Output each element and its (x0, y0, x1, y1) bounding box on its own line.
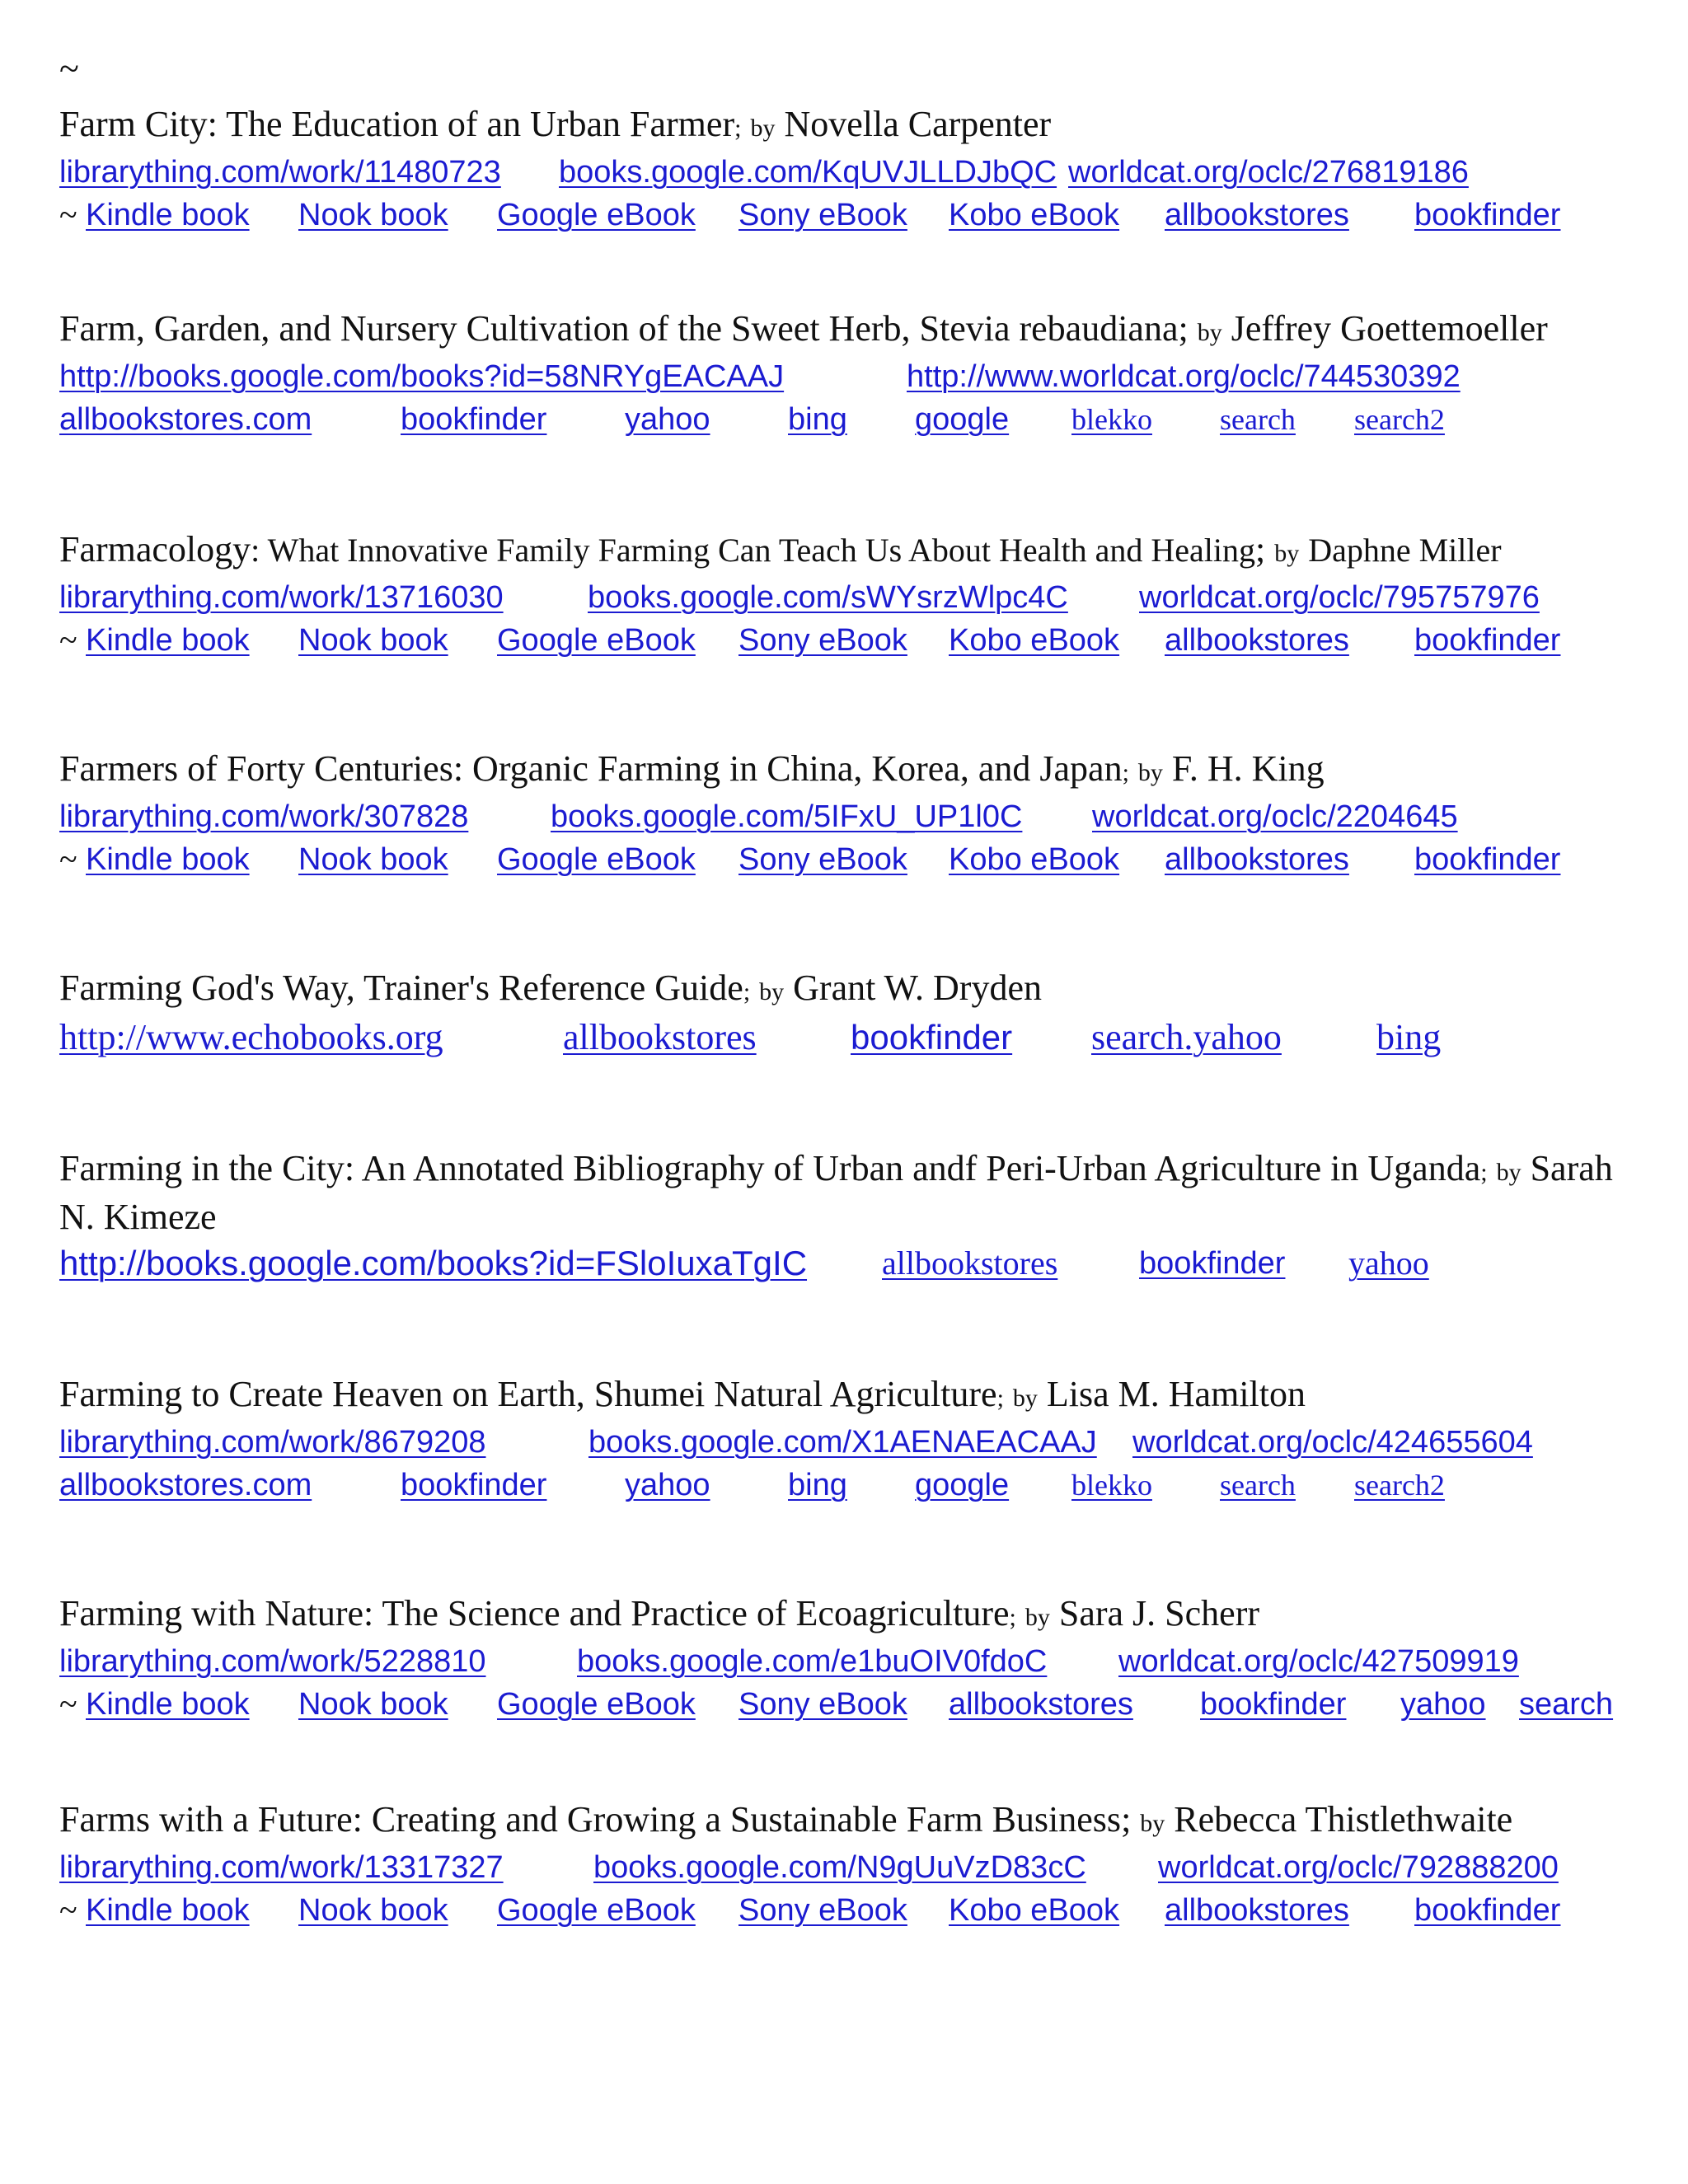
book-title-line (59, 1797, 1642, 1846)
sony-ebook-link[interactable]: Sony eBook (738, 623, 907, 658)
by-label: by (750, 115, 776, 142)
book-entry (59, 1591, 1642, 1726)
sony-ebook-link[interactable]: Sony eBook (738, 1687, 907, 1722)
bookfinder-link[interactable]: bookfinder (1414, 1893, 1561, 1928)
book-title: Farming in the City: An Annotated Bibliography of Urban andf Peri-Urban Agriculture in Uganda (59, 1148, 1481, 1188)
bookfinder-link[interactable]: bookfinder (1200, 1687, 1347, 1722)
bookfinder-link[interactable]: bookfinder (1414, 842, 1561, 877)
kindle-link[interactable]: Kindle book (86, 842, 250, 877)
google-link[interactable]: google (915, 1468, 1010, 1502)
by-label: by (1197, 319, 1222, 346)
bing-link[interactable]: bing (788, 1468, 847, 1502)
sony-ebook-link[interactable]: Sony eBook (738, 198, 907, 232)
lookup-links-row (59, 355, 1642, 398)
book-title: Farming with Nature: The Science and Practice of Ecoagriculture (59, 1593, 1010, 1633)
google-books-link[interactable]: books.google.com/N9gUuVzD83cC (593, 1850, 1086, 1885)
google-ebook-link[interactable]: Google eBook (497, 623, 696, 658)
worldcat-link[interactable]: worldcat.org/oclc/427509919 (1118, 1644, 1519, 1679)
librarything-link[interactable]: librarything.com/work/13317327 (59, 1850, 504, 1885)
book-author: Grant W. Dryden (793, 968, 1042, 1008)
lookup-links-row (59, 795, 1642, 838)
worldcat-link[interactable]: http://www.worldcat.org/oclc/744530392 (907, 359, 1461, 394)
book-author: Novella Carpenter (784, 104, 1052, 144)
google-books-link[interactable]: books.google.com/KqUVJLLDJbQC (559, 155, 1057, 190)
nook-link[interactable]: Nook book (298, 198, 448, 232)
allbookstores-link[interactable]: allbookstores.com (59, 402, 312, 437)
nook-link[interactable]: Nook book (298, 623, 448, 658)
google-ebook-link[interactable]: Google eBook (497, 1893, 696, 1928)
yahoo-link[interactable]: yahoo (1348, 1244, 1429, 1282)
book-entry (59, 307, 1642, 441)
search-yahoo-link[interactable]: search.yahoo (1091, 1017, 1282, 1057)
book-author: Lisa M. Hamilton (1046, 1374, 1306, 1414)
kindle-link[interactable]: Kindle book (86, 1687, 250, 1722)
kobo-ebook-link[interactable]: Kobo eBook (949, 623, 1120, 658)
book-title-line (59, 307, 1642, 355)
google-books-link[interactable]: books.google.com/X1AENAEACAAJ (588, 1425, 1097, 1460)
worldcat-link[interactable]: worldcat.org/oclc/792888200 (1158, 1850, 1559, 1885)
nook-link[interactable]: Nook book (298, 1687, 448, 1722)
bookfinder-link[interactable]: bookfinder (1414, 623, 1561, 658)
bookfinder-link[interactable]: bookfinder (1414, 198, 1561, 232)
book-title-line (59, 102, 1642, 151)
kobo-ebook-link[interactable]: Kobo eBook (949, 198, 1120, 232)
book-entry (59, 1372, 1642, 1507)
by-label: by (1274, 540, 1300, 567)
book-entry (59, 527, 1642, 662)
book-subtitle: : What Innovative Family Farming Can Teach Us About Health and Healing (251, 532, 1255, 569)
allbookstores-link[interactable]: allbookstores (1165, 198, 1349, 232)
search-links-row (59, 1464, 1642, 1507)
sony-ebook-link[interactable]: Sony eBook (738, 1893, 907, 1928)
blekko-link[interactable]: blekko (1071, 403, 1152, 436)
tilde-mark: ~ (59, 196, 77, 233)
sep: ; (1254, 529, 1266, 569)
worldcat-link[interactable]: worldcat.org/oclc/2204645 (1092, 799, 1458, 834)
librarything-link[interactable]: librarything.com/work/8679208 (59, 1425, 486, 1460)
echobooks-link[interactable]: http://www.echobooks.org (59, 1017, 443, 1057)
yahoo-link[interactable]: yahoo (625, 402, 710, 437)
sep: ; (996, 1385, 1004, 1412)
by-label: by (759, 978, 785, 1005)
sep: ; (1178, 308, 1189, 349)
allbookstores-link[interactable]: allbookstores (949, 1687, 1133, 1722)
book-author: Daphne Miller (1308, 532, 1502, 569)
book-title-line (59, 1146, 1642, 1240)
book-title-line (59, 1591, 1642, 1640)
book-entry (59, 1797, 1642, 1932)
search-links-row (59, 398, 1642, 441)
nook-link[interactable]: Nook book (298, 1893, 448, 1928)
ebook-links-row (59, 1683, 1642, 1726)
google-books-link[interactable]: http://books.google.com/books?id=FSloIuxaTgIC (59, 1244, 808, 1282)
search2-link[interactable]: search2 (1354, 403, 1445, 436)
kobo-ebook-link[interactable]: Kobo eBook (949, 1893, 1120, 1928)
worldcat-link[interactable]: worldcat.org/oclc/424655604 (1132, 1425, 1533, 1460)
book-entry (59, 1146, 1642, 1287)
book-author: F. H. King (1171, 748, 1325, 789)
google-books-link[interactable]: http://books.google.com/books?id=58NRYgEACAAJ (59, 359, 785, 394)
search-link[interactable]: search (1220, 1469, 1296, 1502)
bing-link[interactable]: bing (788, 402, 847, 437)
allbookstores-link[interactable]: allbookstores (1165, 1893, 1349, 1928)
sep: ; (1009, 1604, 1016, 1631)
search-link[interactable]: search (1519, 1687, 1614, 1722)
by-label: by (1140, 1810, 1165, 1837)
book-title-line (59, 1372, 1642, 1421)
allbookstores-link[interactable]: allbookstores (882, 1244, 1058, 1282)
tilde-mark: ~ (59, 1891, 77, 1929)
sep: ; (1121, 1799, 1132, 1840)
worldcat-link[interactable]: worldcat.org/oclc/276819186 (1068, 155, 1469, 190)
yahoo-link[interactable]: yahoo (1400, 1687, 1486, 1722)
google-books-link[interactable]: books.google.com/5IFxU_UP1l0C (551, 799, 1023, 834)
allbookstores-link[interactable]: allbookstores (1165, 623, 1349, 658)
ebook-links-row (59, 619, 1642, 662)
bookfinder-link[interactable]: bookfinder (401, 402, 547, 437)
leading-tilde: ~ (59, 49, 79, 89)
librarything-link[interactable]: librarything.com/work/5228810 (59, 1644, 486, 1679)
bookfinder-link[interactable]: bookfinder (1139, 1246, 1286, 1281)
lookup-links-row (59, 1846, 1642, 1889)
worldcat-link[interactable]: worldcat.org/oclc/795757976 (1139, 580, 1540, 615)
allbookstores-link[interactable]: allbookstores (563, 1017, 757, 1057)
bookfinder-link[interactable]: bookfinder (851, 1018, 1013, 1057)
lookup-links-row (59, 1240, 1642, 1287)
ebook-links-row (59, 1889, 1642, 1932)
by-label: by (1496, 1159, 1522, 1186)
book-entry (59, 102, 1642, 237)
google-ebook-link[interactable]: Google eBook (497, 198, 696, 232)
tilde-mark: ~ (59, 1685, 77, 1722)
librarything-link[interactable]: librarything.com/work/307828 (59, 799, 469, 834)
kobo-ebook-link[interactable]: Kobo eBook (949, 842, 1120, 877)
blekko-link[interactable]: blekko (1071, 1469, 1152, 1502)
book-title: Farming to Create Heaven on Earth, Shumei Natural Agriculture (59, 1374, 997, 1414)
kindle-link[interactable]: Kindle book (86, 1893, 250, 1928)
librarything-link[interactable]: librarything.com/work/13716030 (59, 580, 504, 615)
by-label: by (1012, 1385, 1038, 1412)
by-label: by (1137, 759, 1163, 786)
kindle-link[interactable]: Kindle book (86, 623, 250, 658)
book-title: Farming God's Way, Trainer's Reference Guide (59, 968, 743, 1008)
sep: ; (734, 115, 742, 142)
google-link[interactable]: google (915, 402, 1010, 437)
book-author: Sarah N. Kimeze (59, 1148, 1613, 1237)
book-entry (59, 747, 1642, 881)
google-ebook-link[interactable]: Google eBook (497, 1687, 696, 1722)
search-link[interactable]: search (1220, 403, 1296, 436)
yahoo-link[interactable]: yahoo (625, 1468, 710, 1502)
lookup-links-row (59, 151, 1642, 194)
lookup-links-row (59, 576, 1642, 619)
google-ebook-link[interactable]: Google eBook (497, 842, 696, 877)
google-books-link[interactable]: books.google.com/sWYsrzWlpc4C (588, 580, 1068, 615)
book-entry (59, 966, 1642, 1062)
book-author: Jeffrey Goettemoeller (1231, 308, 1548, 349)
tilde-mark: ~ (59, 841, 77, 878)
librarything-link[interactable]: librarything.com/work/11480723 (59, 155, 501, 190)
book-title: Farm City: The Education of an Urban Farmer (59, 104, 735, 144)
bookfinder-link[interactable]: bookfinder (401, 1468, 547, 1502)
sep: ; (743, 978, 751, 1005)
google-books-link[interactable]: books.google.com/e1buOIV0fdoC (577, 1644, 1048, 1679)
allbookstores-link[interactable]: allbookstores (1165, 842, 1349, 877)
allbookstores-link[interactable]: allbookstores.com (59, 1468, 312, 1502)
book-title: Farmers of Forty Centuries: Organic Farming in China, Korea, and Japan (59, 748, 1123, 789)
search2-link[interactable]: search2 (1354, 1469, 1445, 1502)
lookup-links-row (59, 1015, 1642, 1062)
sep: ; (1480, 1159, 1488, 1186)
book-author: Rebecca Thistlethwaite (1174, 1799, 1513, 1840)
sep: ; (1122, 759, 1129, 786)
book-title: Farms with a Future: Creating and Growing a Sustainable Farm Business (59, 1799, 1122, 1840)
book-title: Farm, Garden, and Nursery Cultivation of the Sweet Herb, Stevia rebaudiana (59, 308, 1179, 349)
book-author: Sara J. Scherr (1058, 1593, 1260, 1633)
book-title-line (59, 966, 1642, 1015)
book-title-line (59, 747, 1642, 795)
by-label: by (1025, 1604, 1050, 1631)
book-title-line (59, 527, 1642, 576)
book-title: Farmacology (59, 529, 251, 569)
nook-link[interactable]: Nook book (298, 842, 448, 877)
lookup-links-row (59, 1421, 1642, 1464)
kindle-link[interactable]: Kindle book (86, 198, 250, 232)
sony-ebook-link[interactable]: Sony eBook (738, 842, 907, 877)
bing-link[interactable]: bing (1376, 1017, 1442, 1057)
ebook-links-row (59, 838, 1642, 881)
tilde-mark: ~ (59, 621, 77, 658)
lookup-links-row (59, 1640, 1642, 1683)
ebook-links-row (59, 194, 1642, 237)
